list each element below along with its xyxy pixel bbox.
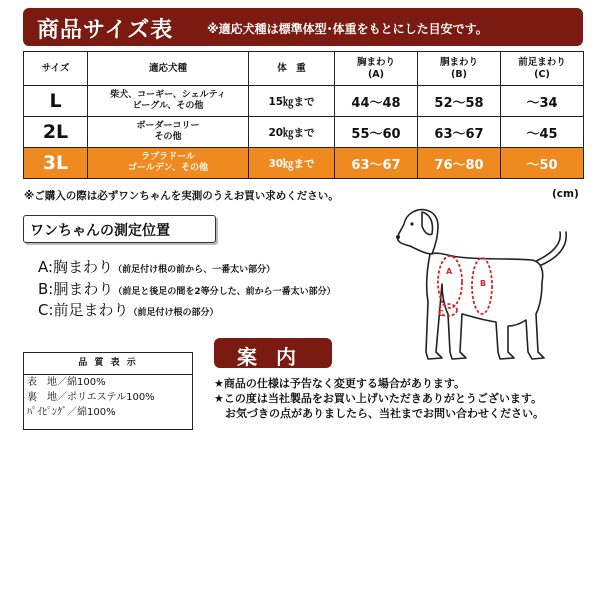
quality-title: 品 質 表 示 — [24, 353, 192, 375]
header-foreleg-code: (C) — [534, 68, 550, 80]
page-title: 商品サイズ表 — [37, 18, 174, 43]
foreleg-cell: 〜45 — [501, 117, 584, 148]
chest-cell: 63〜67 — [335, 148, 418, 179]
notice-line: ★この度は当社製品をお買い上げいただきありがとうございます。 — [214, 392, 542, 405]
measurement-desc: （前足付け根の前から、一番太い部分） — [113, 265, 276, 275]
header-bar — [23, 8, 583, 46]
unit-label: (cm) — [552, 188, 579, 200]
chest-cell: 44〜48 — [335, 86, 418, 117]
quality-row: 裏 地／ポリエステル100% — [27, 392, 155, 403]
breed-line: ラブラドール — [141, 151, 195, 162]
body-cell: 63〜67 — [418, 117, 501, 148]
measurement-title-box — [23, 215, 216, 243]
quality-row: 表 地／綿100% — [27, 377, 106, 388]
dog-eye-icon — [410, 222, 413, 225]
size-cell: 2L — [24, 117, 88, 148]
header-foreleg-label: 前足まわり — [518, 56, 566, 68]
notice-line: ★商品の仕様は予告なく変更する場合があります。 — [214, 377, 465, 390]
quality-row: ﾊﾟｲﾋﾟﾝｸﾞ／綿100% — [27, 407, 116, 418]
marker-c-label: C — [438, 309, 444, 318]
measurement-item-chest — [38, 256, 275, 277]
dog-nose-icon — [396, 235, 400, 239]
purchase-note: ※ご購入の際は必ずワンちゃんを実測のうえお買い求めください。 — [24, 190, 339, 202]
measurement-title: ワンちゃんの測定位置 — [30, 223, 170, 239]
foreleg-cell: 〜50 — [501, 148, 584, 179]
dog-diagram — [392, 202, 586, 370]
header-size: サイズ — [24, 52, 88, 86]
table-row-highlighted — [24, 148, 584, 179]
breed-line: 柴犬、コーギー、シェルティ — [110, 89, 226, 100]
header-chest-code: (A) — [367, 68, 385, 80]
breed-line: ゴールデン、その他 — [128, 163, 208, 173]
breed-line: ビーグル、その他 — [132, 101, 204, 111]
quality-label-box — [23, 352, 193, 430]
breed-cell — [88, 86, 249, 117]
notice-title-box — [214, 338, 332, 368]
measurement-item-foreleg — [38, 299, 219, 320]
notice-line: お気づきの点がありましたら、当社までお問い合わせください。 — [214, 407, 544, 420]
weight-cell: 15㎏まで — [249, 86, 335, 117]
header-body-code: (B) — [451, 68, 467, 80]
size-cell: 3L — [24, 148, 88, 179]
size-table — [23, 51, 584, 179]
measurement-desc: （前足と後足の間を2等分した、前から一番太い部分） — [113, 287, 336, 297]
header-weight: 体 重 — [249, 52, 335, 86]
header-body — [418, 52, 501, 86]
breed-line: その他 — [154, 132, 182, 142]
header-foreleg — [501, 52, 584, 86]
marker-a-label: A — [446, 267, 453, 276]
body-cell: 52〜58 — [418, 86, 501, 117]
header-note: ※適応犬種は標準体型･体重をもとにした目安です。 — [207, 22, 488, 36]
breed-cell — [88, 117, 249, 148]
header-chest — [335, 52, 418, 86]
size-cell: L — [24, 86, 88, 117]
weight-cell: 20㎏まで — [249, 117, 335, 148]
foreleg-cell: 〜34 — [501, 86, 584, 117]
breed-line: ボーダーコリー — [136, 120, 200, 131]
breed-cell — [88, 148, 249, 179]
table-row — [24, 117, 584, 148]
header-breed: 適応犬種 — [88, 52, 249, 86]
measurement-label: C:前足まわり — [38, 301, 129, 319]
weight-cell: 30㎏まで — [249, 148, 335, 179]
marker-b-label: B — [480, 279, 487, 288]
header-chest-label: 胸まわり — [356, 56, 395, 68]
measurement-desc: （前足付け根の部分） — [128, 308, 219, 318]
notice-title: 案 内 — [237, 345, 302, 369]
table-row — [24, 86, 584, 117]
measurement-label: B:胴まわり — [38, 280, 114, 298]
measurement-label: A:胸まわり — [38, 258, 114, 276]
table-header-row — [24, 52, 584, 86]
body-cell: 76〜80 — [418, 148, 501, 179]
header-body-label: 胴まわり — [439, 56, 478, 68]
measurement-item-body — [38, 278, 336, 299]
chest-cell: 55〜60 — [335, 117, 418, 148]
